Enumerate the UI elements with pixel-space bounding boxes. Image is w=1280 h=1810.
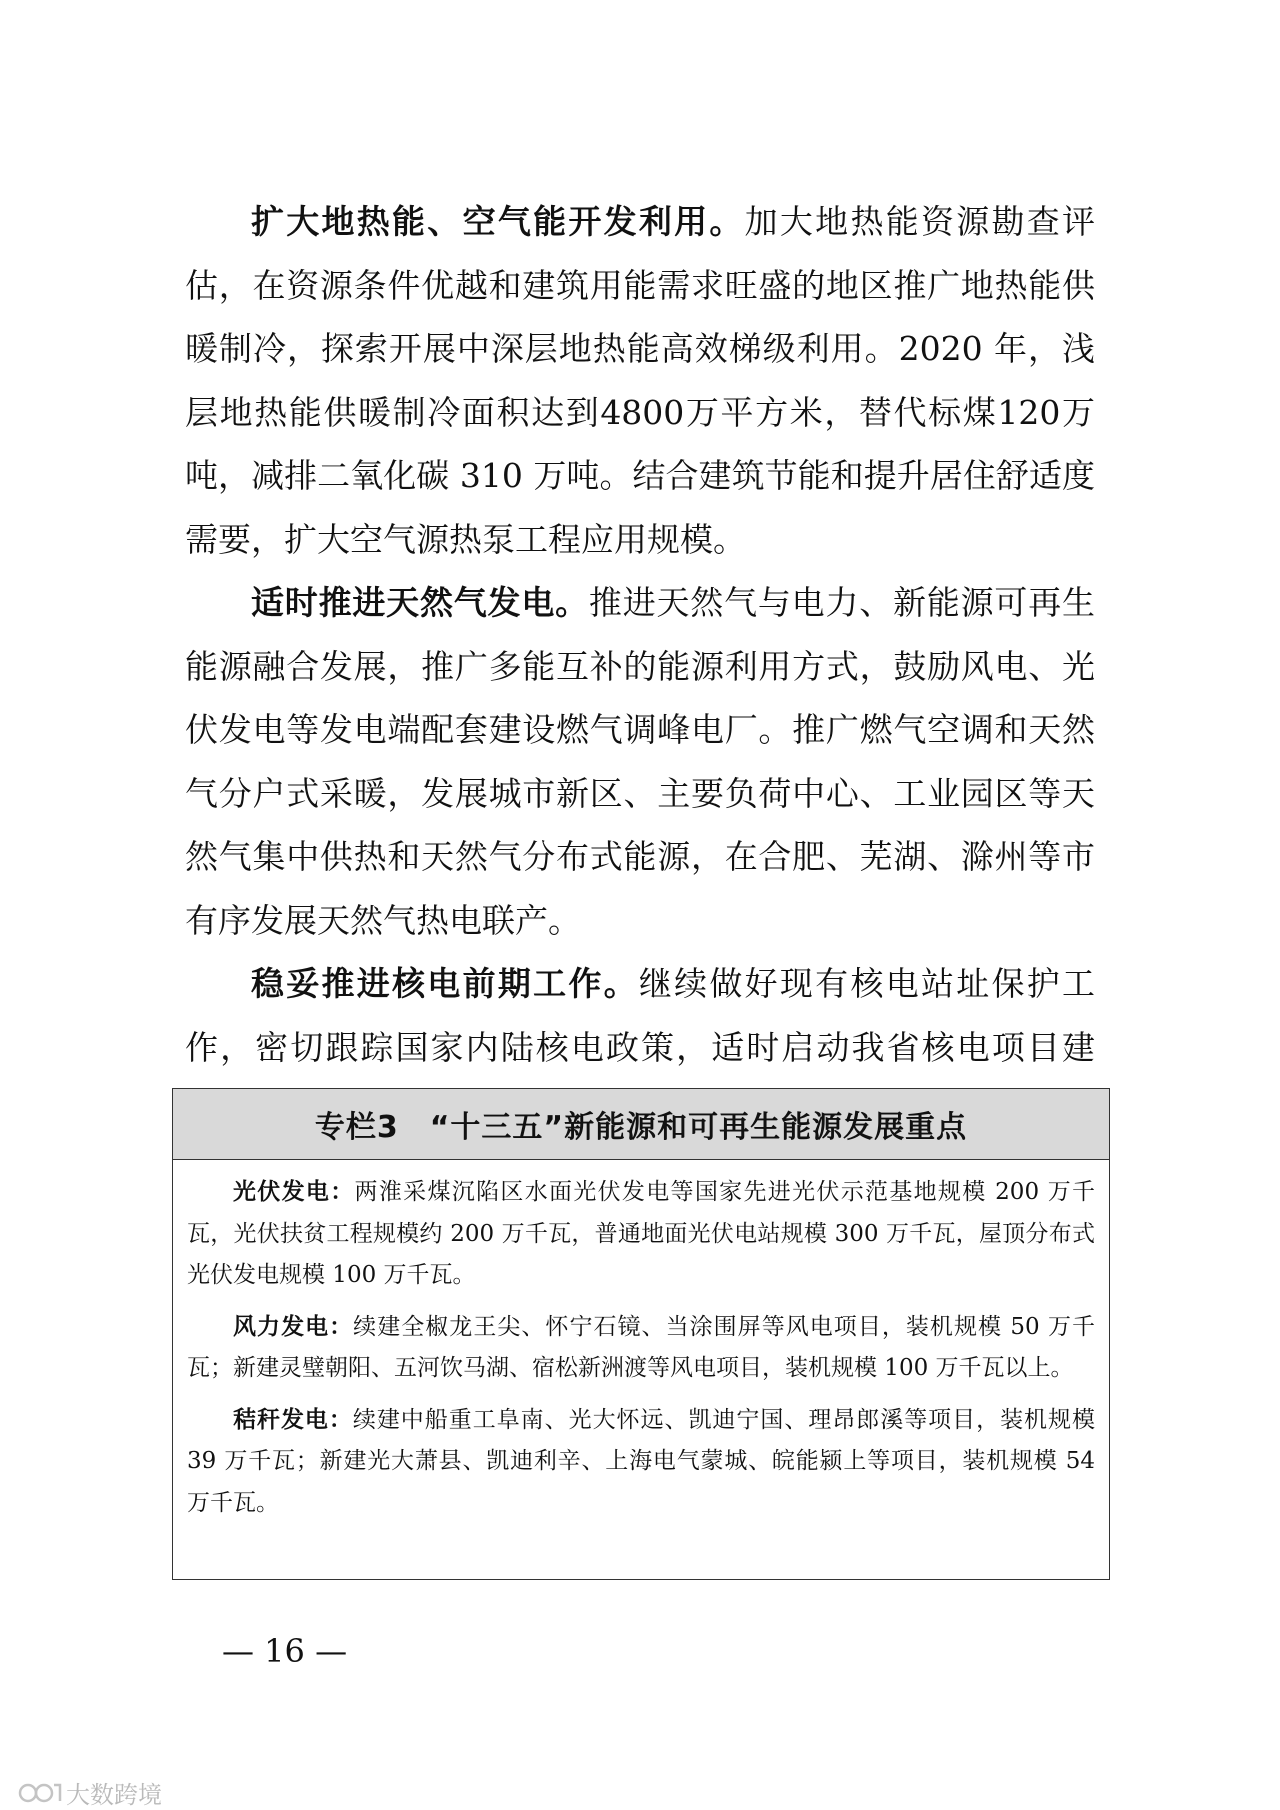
watermark-text: 大数跨境	[66, 1781, 162, 1809]
paragraph-text: 推进天然气与电力、新能源可再生能源融合发展，推广多能互补的能源利用方式，鼓励风电、光伏发电等发电端配套建设燃气调峰电厂。推广燃气空调和天然气分户式采暖，发展城市新区、主要负荷中心、工业园区等天然气集中供热和天然气分布式能源，在合肥、芜湖、滁州等市有序发展天然气热电联产。	[185, 583, 1096, 940]
column-box-body	[173, 1160, 1109, 1544]
watermark-logo-icon	[18, 1780, 62, 1806]
box-item-text: 两淮采煤沉陷区水面光伏发电等国家先进光伏示范基地规模 200 万千瓦，光伏扶贫工程规模约 200 万千瓦，普通地面光伏电站规模 300 万千瓦，屋顶分布式光伏发电规模 100 万千瓦。	[187, 1179, 1095, 1288]
body-text	[185, 190, 1095, 1143]
box-item-solar	[187, 1172, 1095, 1297]
box-item-lead: 秸秆发电：	[233, 1406, 353, 1433]
column-box	[172, 1088, 1110, 1580]
page-number: — 16 —	[222, 1632, 348, 1670]
paragraph-text: 继续做好现有核电站址保护工作，密切跟踪国家内陆核电政策，适时启动我省核电项目建	[185, 964, 1096, 1067]
box-item-lead: 风力发电：	[233, 1313, 354, 1340]
box-item-straw	[187, 1400, 1095, 1525]
box-item-wind	[187, 1307, 1095, 1390]
watermark	[18, 1775, 162, 1810]
paragraph-lead: 适时推进天然气发电。	[251, 583, 589, 622]
paragraph-natural-gas	[185, 571, 1095, 952]
paragraph-lead: 扩大地热能、空气能开发利用。	[251, 202, 745, 241]
box-item-text: 续建全椒龙王尖、怀宁石镜、当涂围屏等风电项目，装机规模 50 万千瓦；新建灵璧朝阳、五河饮马湖、宿松新洲渡等风电项目，装机规模 100 万千瓦以上。	[187, 1313, 1096, 1381]
box-item-lead: 光伏发电：	[233, 1179, 355, 1205]
box-item-text: 续建中船重工阜南、光大怀远、凯迪宁国、理昂郎溪等项目，装机规模 39 万千瓦；新建光大萧县、凯迪利辛、上海电气蒙城、皖能颍上等项目，装机规模 54 万千瓦。	[187, 1406, 1096, 1516]
column-box-title: 专栏3 “十三五”新能源和可再生能源发展重点	[173, 1089, 1109, 1160]
paragraph-text: 加大地热能资源勘查评估，在资源条件优越和建筑用能需求旺盛的地区推广地热能供暖制冷，探索开展中深层地热能高效梯级利用。2020 年，浅层地热能供暖制冷面积达到4800万平方米，替代标煤120万吨，减排二氧化碳 310 万吨。结合建筑节能和提升居住舒适度需要，扩大空气源热泵工程应用规模。	[185, 202, 1096, 559]
paragraph-geothermal	[185, 190, 1095, 571]
paragraph-lead: 稳妥推进核电前期工作。	[251, 964, 639, 1003]
